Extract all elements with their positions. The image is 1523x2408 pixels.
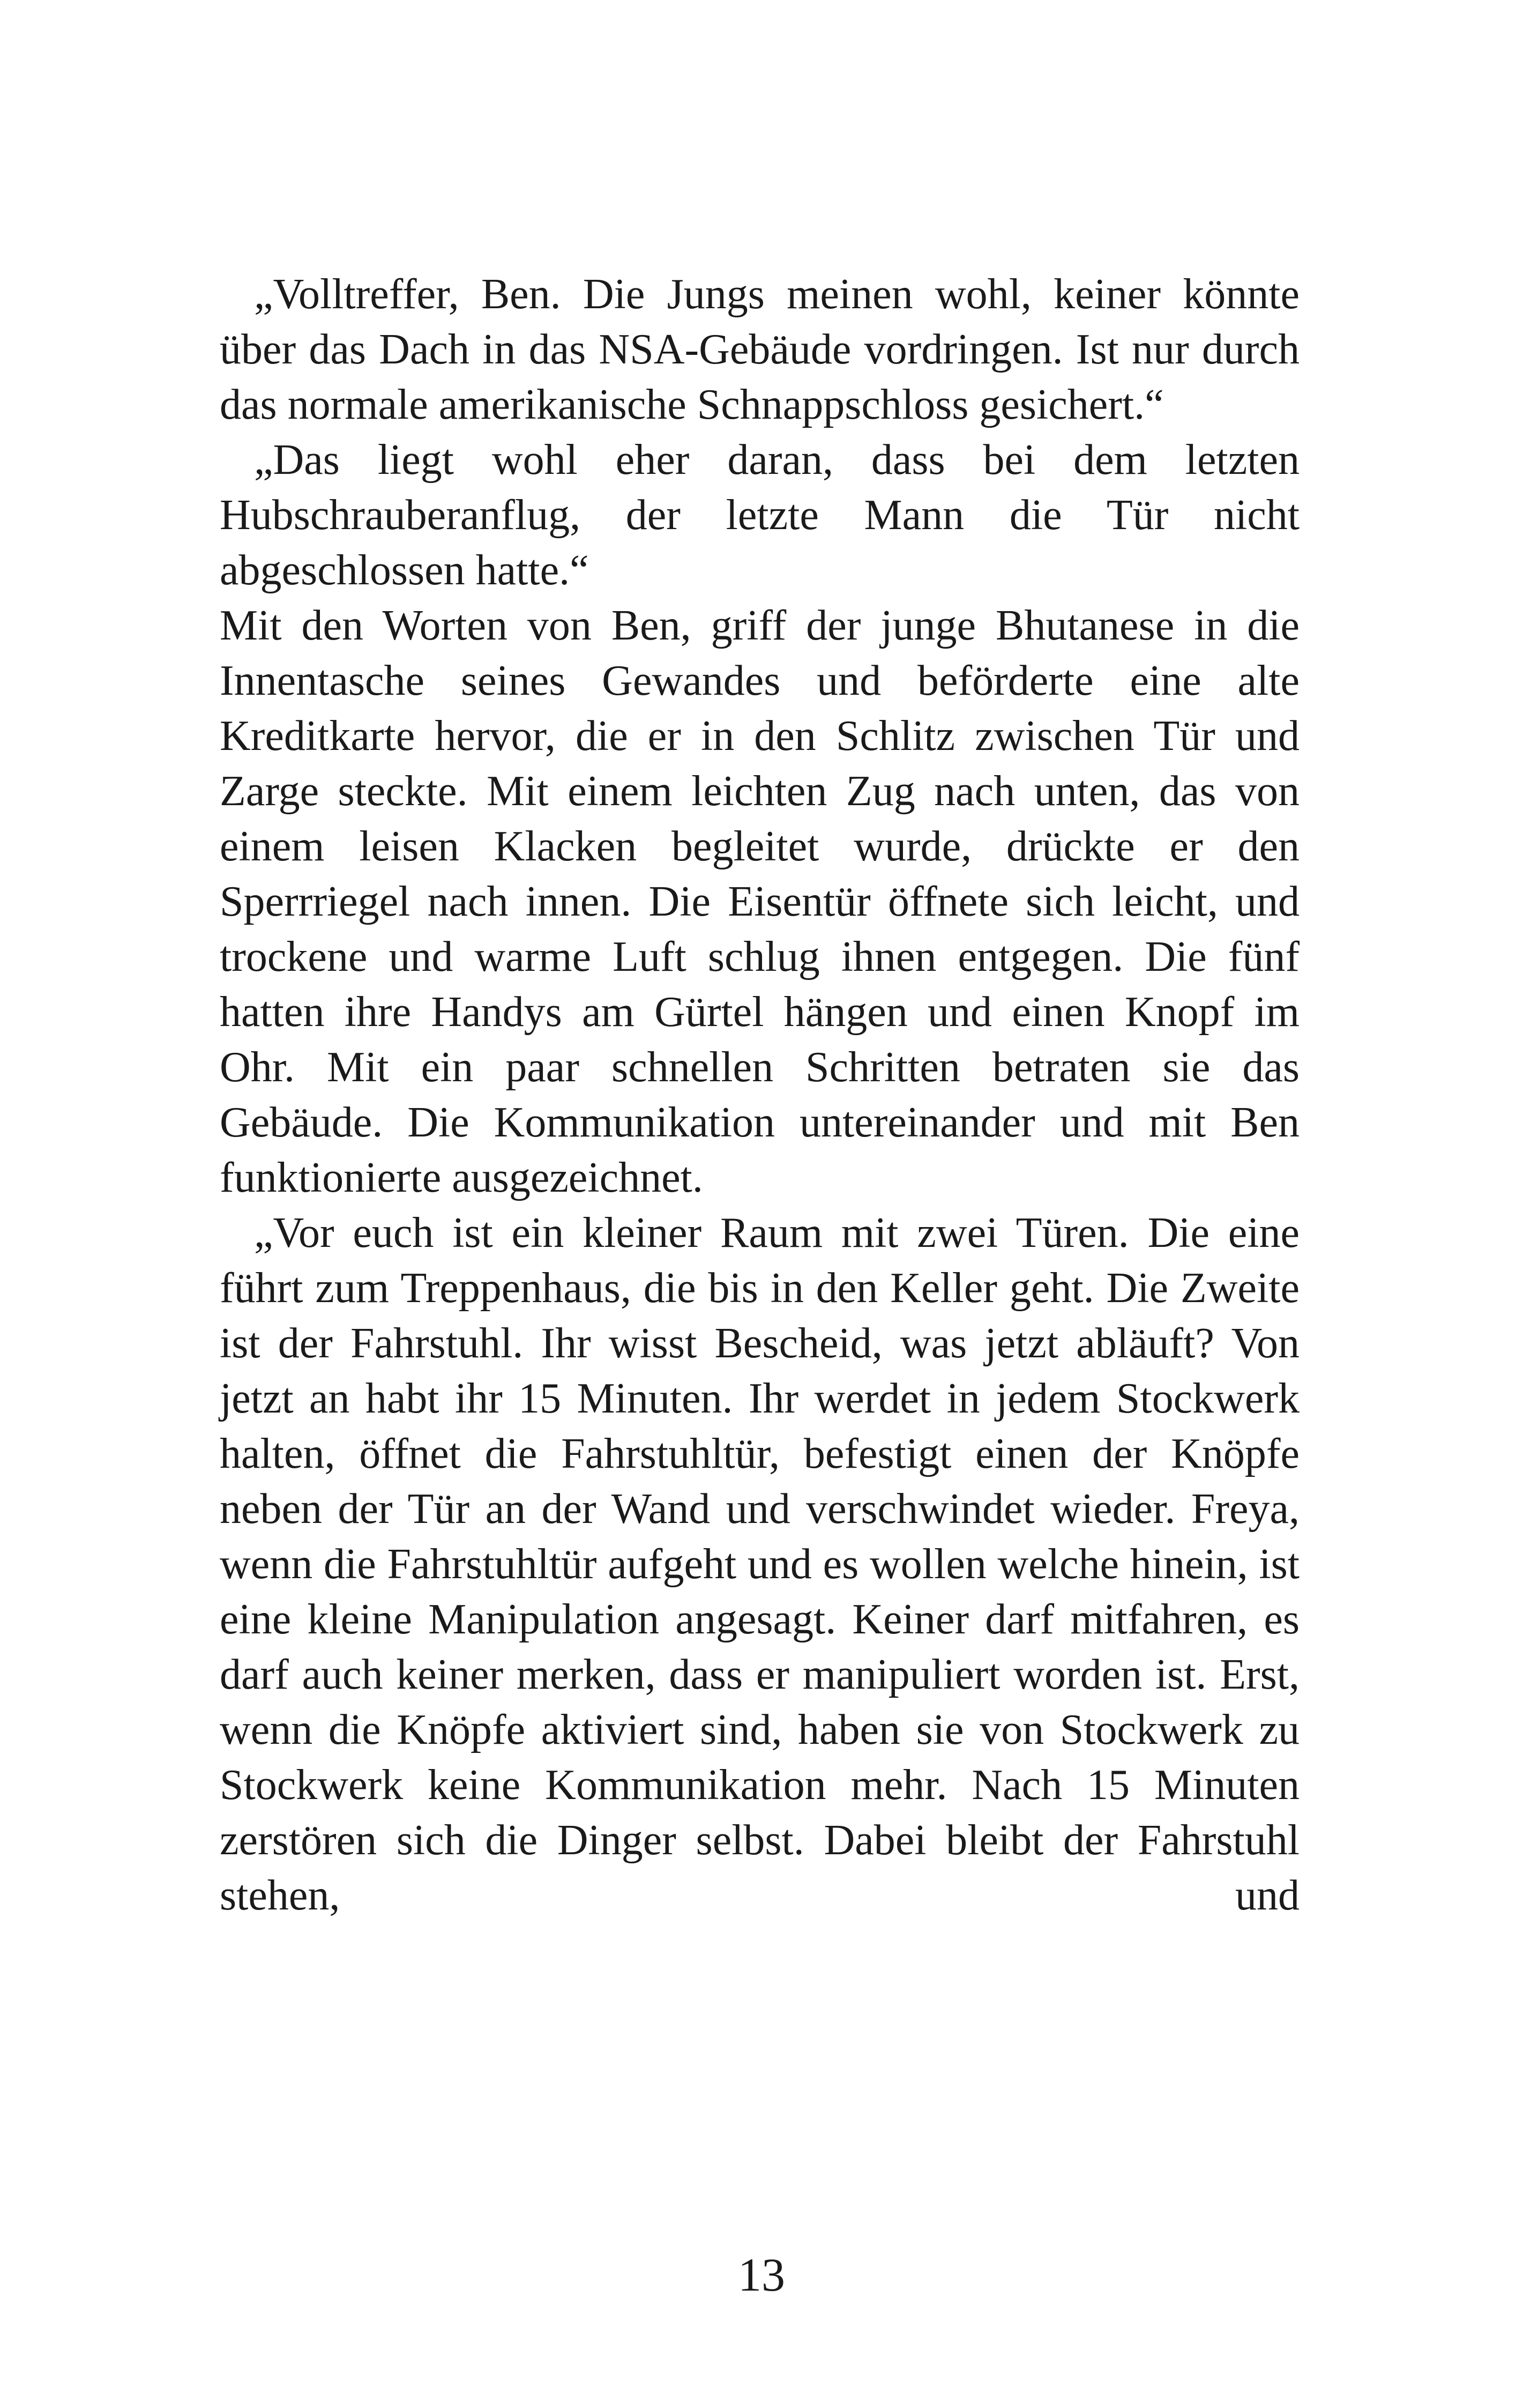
- page-number: 13: [738, 2249, 785, 2301]
- paragraph-2: „Das liegt wohl eher daran, dass bei dem letzten Hubschrauberanflug, der letzte Mann die Tür nicht abgeschlossen hatte.“: [220, 436, 1300, 594]
- body-text: [220, 267, 1300, 1923]
- paragraph-1: „Volltreffer, Ben. Die Jungs meinen wohl, keiner könnte über das Dach in das NSA-Gebäude vordringen. Ist nur durch das normale amerikanische Schnappschloss gesichert.“: [220, 271, 1300, 428]
- paragraph-4: „Vor euch ist ein kleiner Raum mit zwei Türen. Die eine führt zum Treppenhaus, die bis in den Keller geht. Die Zweite ist der Fahrstuhl. Ihr wisst Bescheid, was jetzt abläuft? Von jetzt an habt ihr 15 Minuten. Ihr werdet in jedem Stockwerk halten, öffnet die Fahrstuhltür, befestigt einen der Knöpfe neben der Tür an der Wand und verschwindet wieder. Freya, wenn die Fahrstuhltür aufgeht und es wollen welche hinein, ist eine kleine Manipulation angesagt. Keiner darf mitfahren, es darf auch keiner merken, dass er manipuliert worden ist. Erst, wenn die Knöpfe aktiviert sind, haben sie von Stockwerk zu Stockwerk keine Kommunikation mehr. Nach 15 Minuten zerstören sich die Dinger selbst. Dabei bleibt der Fahrstuhl stehen, und: [220, 1209, 1300, 1919]
- paragraph-3: Mit den Worten von Ben, griff der junge Bhutanese in die Innentasche seines Gewandes und beförderte eine alte Kreditkarte hervor, die er in den Schlitz zwischen Tür und Zarge steckte. Mit einem leichten Zug nach unten, das von einem leisen Klacken begleitet wurde, drückte er den Sperrriegel nach innen. Die Eisentür öffnete sich leicht, und trockene und warme Luft schlug ihnen entgegen. Die fünf hatten ihre Handys am Gürtel hängen und einen Knopf im Ohr. Mit ein paar schnellen Schritten betraten sie das Gebäude. Die Kommunikation untereinander und mit Ben funktionierte ausgezeichnet.: [220, 602, 1300, 1201]
